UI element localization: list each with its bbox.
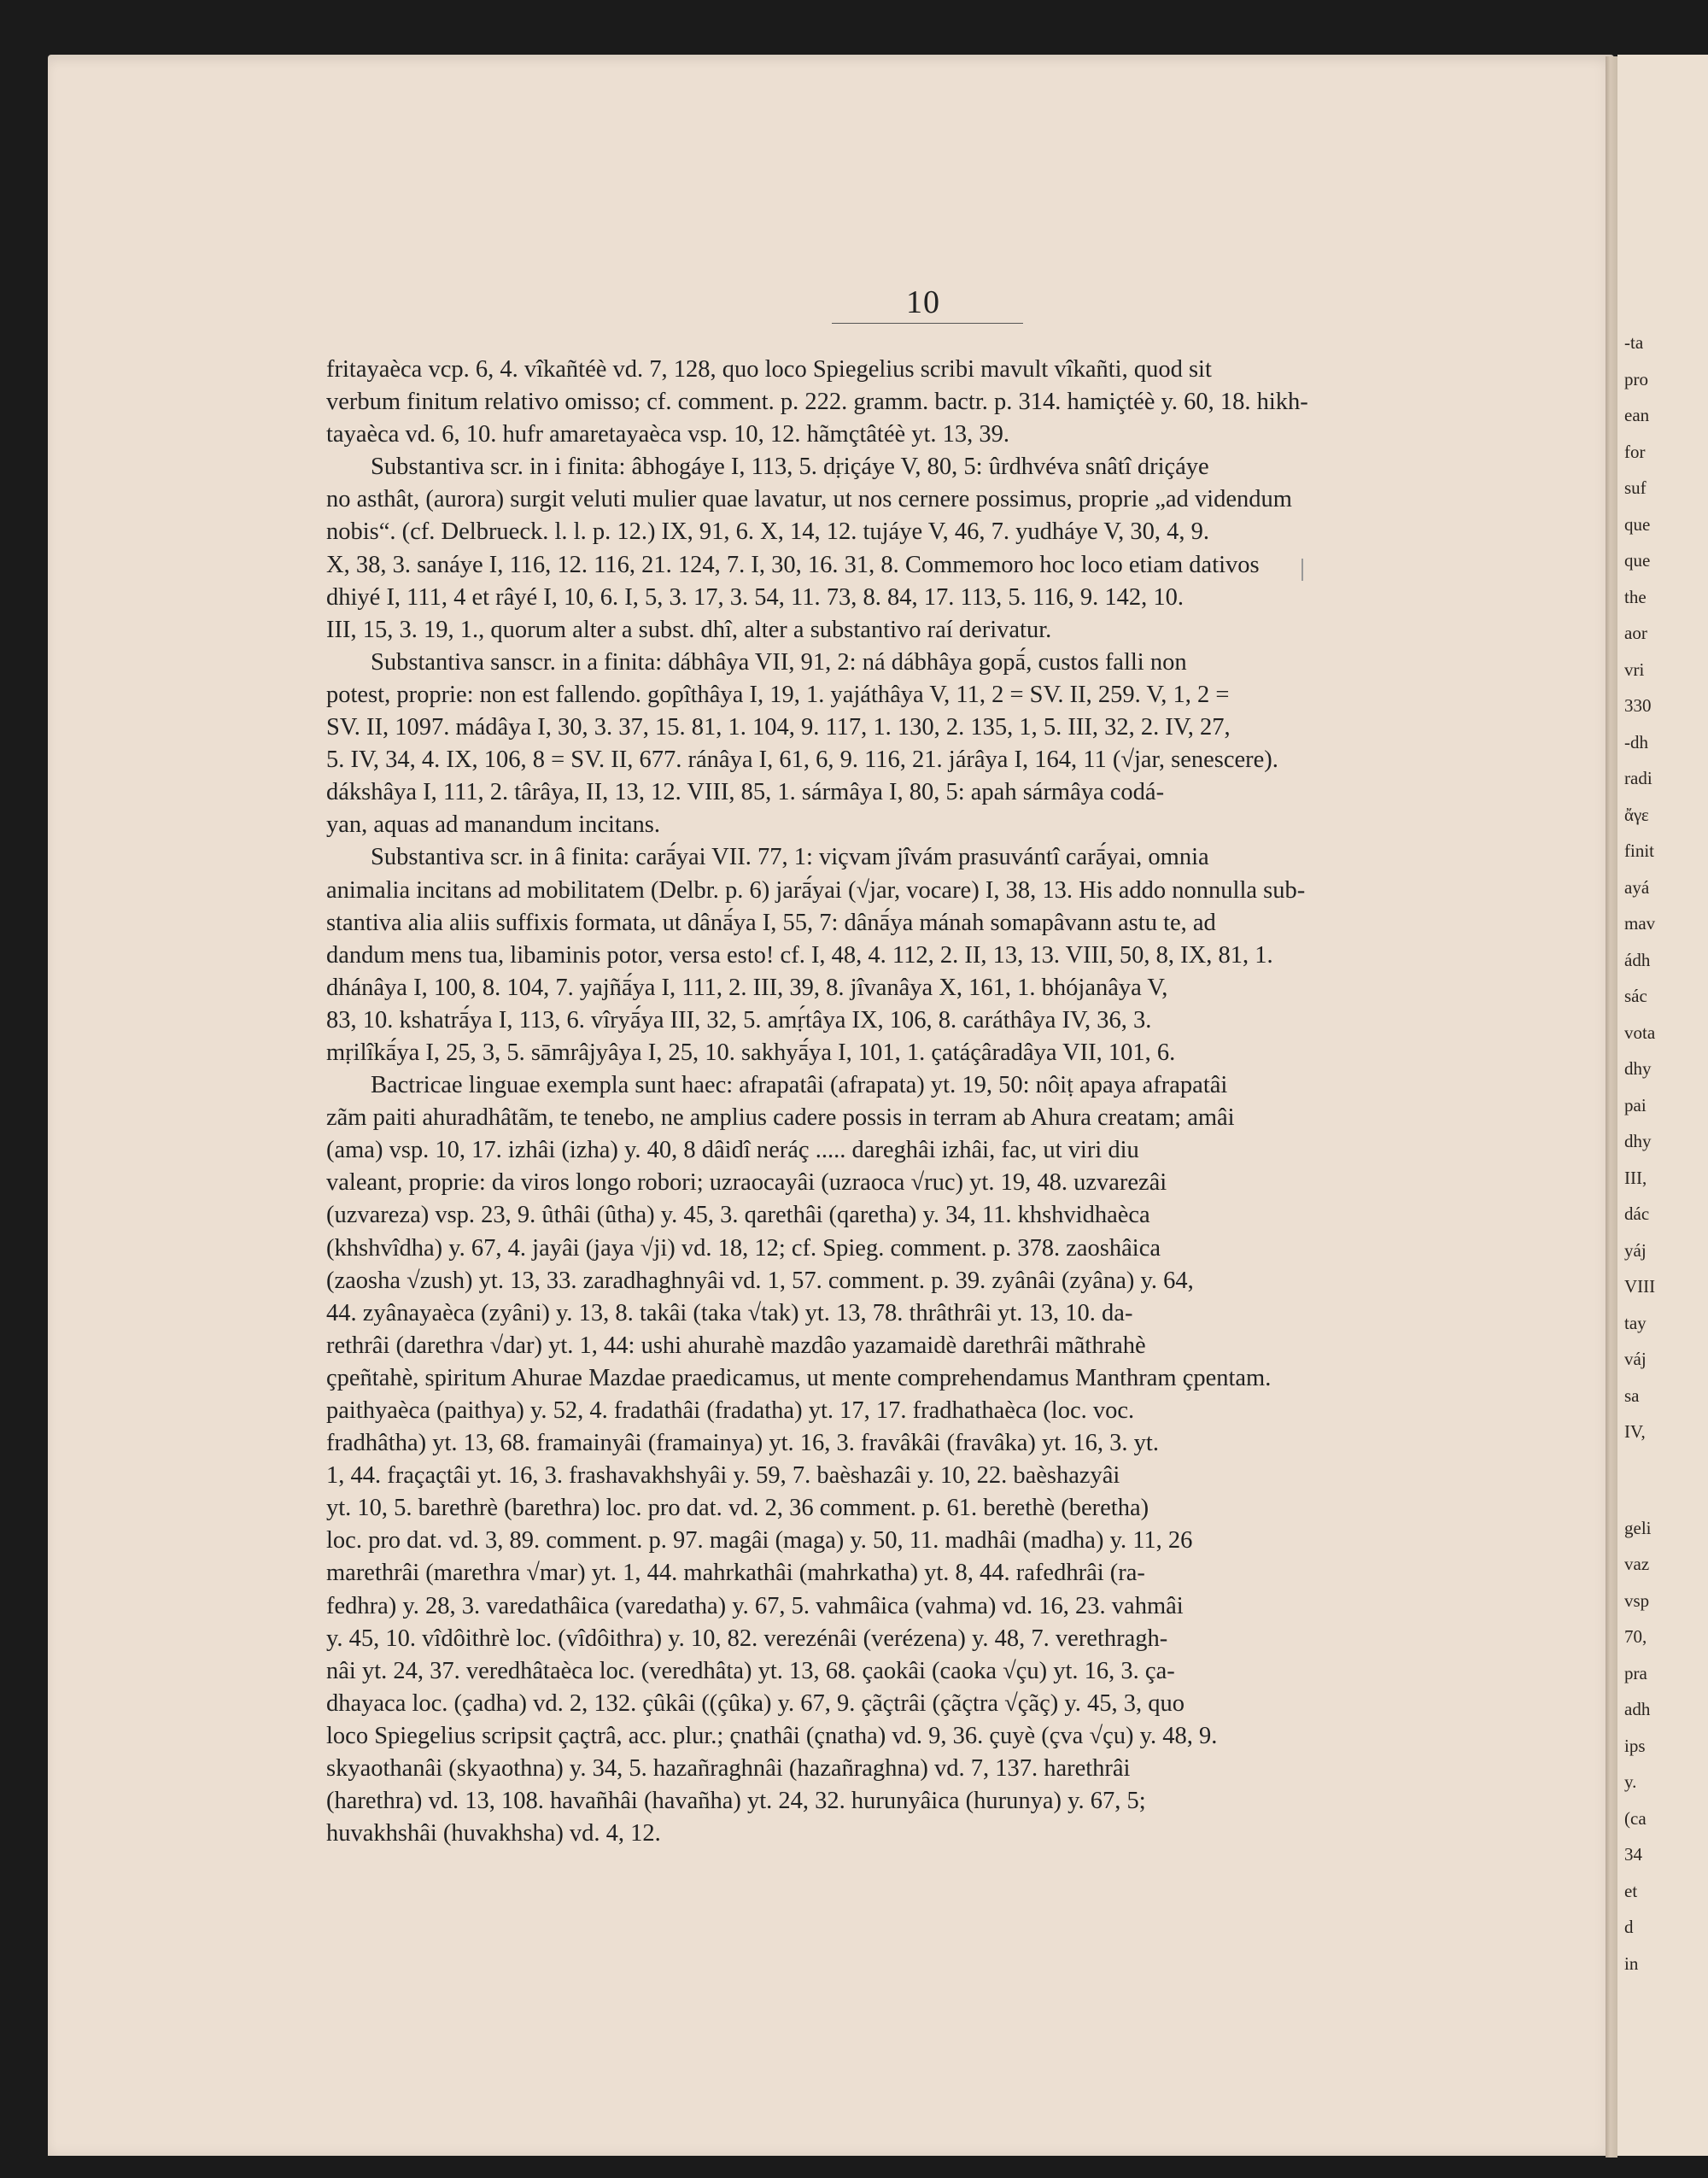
paragraph: Substantiva scr. in â finita: carā́yai VII. 77, 1: viçvam jîvám prasuvántî carā́yai, omnia animalia incitans ad mobilitatem (Delbr. p. 6) jarā́yai (√jar, vocare) I, 38, 13. His addo nonnulla sub- stantiva alia aliis suffixis formata, ut dânā́ya I, 55, 7: dânā́ya mánah somapâvann astu te, ad dandum mens tua, libaminis potor, versa esto! cf. I, 48, 4. 112, 2. II, 13, 13. VIII, 50, 8, IX, 81, 1. dhánâya I, 100, 8. 104, 7. yajñā́ya I, 111, 2. III, 39, 8. jîvanâya X, 161, 1. bhójanâya V, 83, 10. kshatrā́ya I, 113, 6. vîryā́ya III, 32, 5. amṛ́tâya IX, 106, 8. caráthâya IV, 36, 3. mṛilîkā́ya I, 25, 3, 5. sāmrâjyâya I, 25, 10. sakhyā́ya I, 101, 1. çatáçâradâya VII, 101, 6. <box>326 844 1306 1066</box>
facing-page-fragment: finit <box>1624 840 1654 861</box>
facing-page-fragment: pai <box>1624 1094 1647 1115</box>
facing-page-fragment: dác <box>1624 1203 1650 1224</box>
facing-page-fragment: ἄγε <box>1624 804 1649 825</box>
facing-page-fragment: for <box>1624 441 1646 462</box>
facing-page-fragment: (ca <box>1624 1807 1647 1829</box>
facing-page-fragment: y. <box>1624 1771 1637 1792</box>
facing-page-fragment: the <box>1624 586 1647 607</box>
facing-page-fragment: dhy <box>1624 1131 1652 1151</box>
facing-page-fragment: vsp <box>1624 1590 1650 1611</box>
facing-page-fragment: que <box>1624 513 1651 535</box>
facing-page-fragment: suf <box>1624 477 1647 498</box>
facing-page-fragment: geli <box>1624 1517 1652 1538</box>
facing-page-fragment: IV, <box>1624 1421 1646 1442</box>
page-number: 10 <box>906 284 940 320</box>
facing-page-fragment: III, <box>1624 1167 1647 1188</box>
facing-page-fragment: d <box>1624 1917 1634 1937</box>
facing-page-fragment: -ta <box>1624 332 1644 353</box>
facing-page-fragment: yáj <box>1624 1239 1647 1261</box>
body-text <box>326 354 1542 1850</box>
facing-page-fragment: 330 <box>1624 695 1652 716</box>
facing-page-fragment: vaz <box>1624 1554 1650 1574</box>
facing-page-fragment: pra <box>1624 1662 1647 1683</box>
paragraph: Substantiva scr. in i finita: âbhogáye I, 113, 5. dṛiçáye V, 80, 5: ûrdhvéva snâtî driçáye no asthât, (aurora) surgit veluti mulier quae lavatur, ut nos cernere possimus, proprie „ad videndum nobis“. (cf. Delbrueck. l. l. p. 12.) IX, 91, 6. X, 14, 12. tujáye V, 46, 7. yudháye V, 30, 4, 9. X, 38, 3. sanáye I, 116, 12. 116, 21. 124, 7. I, 30, 16. 31, 8. Commemoro hoc loco etiam dativos dhiyé I, 111, 4 et râyé I, 10, 6. I, 5, 3. 17, 3. 54, 11. 73, 8. 84, 17. 113, 5. 116, 9. 142, 10. III, 15, 3. 19, 1., quorum alter a subst. dhî, alter a substantivo raí derivatur. <box>326 454 1292 643</box>
paragraph: Bactricae linguae exempla sunt haec: afrapatâi (afrapata) yt. 19, 50: nôiṭ apaya afrapatâi zãm paiti ahuradhâtãm, te tenebo, ne amplius cadere possis in terram ab Ahura creatam; amâi (ama) vsp. 10, 17. izhâi (izha) y. 40, 8 dâidî neráç ..... dareghâi izhâi, fac, ut viri diu valeant, proprie: da viros longo robori; uzraocayâi (uzraoca √ruc) yt. 19, 48. uzvarezâi (uzvareza) vsp. 23, 9. ûthâi (ûtha) y. 45, 3. qarethâi (qaretha) y. 34, 11. khshvidhaèca (khshvîdha) y. 67, 4. jayâi (jaya √ji) vd. 18, 12; cf. Spieg. comment. p. 378. zaoshâica (zaosha √zush) yt. 13, 33. zaradhaghnyâi vd. 1, 57. comment. p. 39. zyânâi (zyâna) y. 64, 44. zyânayaèca (zyâni) y. 13, 8. takâi (taka √tak) yt. 13, 78. thrâthrâi yt. 13, 10. da- rethrâi (darethra √dar) yt. 1, 44: ushi ahurahè mazdâo yazamaidè darethrâi mãthrahè çpeñtahè, spiritum Ahurae Mazdae praedicamus, ut mente comprehendamus Manthram çpentam. paithyaèca (paithya) y. 52, 4. fradathâi (fradatha) yt. 17, 17. fradhathaèca (loc. voc. fradhâtha) yt. 13, 68. framainyâi (framainya) yt. 16, 3. fravâkâi (fravâka) yt. 16, 3. yt. 1, 44. fraçaçtâi yt. 16, 3. frashavakhshyâi y. 59, 7. baèshazâi y. 10, 22. baèshazyâi yt. 10, 5. barethrè (barethra) loc. pro dat. vd. 2, 36 comment. p. 61. berethè (beretha) loc. pro dat. vd. 3, 89. comment. p. 97. magâi (maga) y. 50, 11. madhâi (madha) y. 11, 26 marethrâi (marethra √mar) yt. 1, 44. mahrkathâi (mahrkatha) yt. 8, 44. rafedhrâi (ra- fedhra) y. 28, 3. varedathâica (varedatha) y. 67, 5. vahmâica (vahma) vd. 16, 23. vahmâi y. 45, 10. vîdôithrè loc. (vîdôithra) y. 10, 82. verezénâi (verézena) y. 48, 7. verethragh- nâi yt. 24, 37. veredhâtaèca loc. (veredhâta) yt. 13, 68. çaokâi (caoka √çu) yt. 16, 3. ça- dhayaca loc. (çadha) vd. 2, 132. çûkâi ((çûka) y. 67, 9. çãçtrâi (çãçtra √çãç) y. 45, 3, quo loco Spiegelius scripsit çaçtrâ, acc. plur.; çnathâi (çnatha) vd. 9, 36. çuyè (çva √çu) y. 48, 9. skyaothanâi (skyaothna) y. 34, 5. hazañraghnâi (hazañraghna) vd. 7, 137. harethrâi (harethra) vd. 13, 108. havañhâi (havañha) yt. 24, 32. hurunyâica (hurunya) y. 67, 5; huvakhshâi (huvakhsha) vd. 4, 12. <box>326 1072 1272 1847</box>
facing-page-fragment: radi <box>1624 768 1652 788</box>
facing-page-fragment: ips <box>1624 1735 1646 1756</box>
facing-page-fragment: ean <box>1624 405 1650 425</box>
paragraph: Substantiva sanscr. in a finita: dábhâya VII, 91, 2: ná dábhâya gopā́, custos falli non potest, proprie: non est fallendo. gopîthâya I, 19, 1. yajáthâya V, 11, 2 = SV. II, 259. V, 1, 2 = SV. II, 1097. mádâya I, 30, 3. 37, 15. 81, 1. 104, 9. 117, 1. 130, 2. 135, 1, 5. III, 32, 2. IV, 27, 5. IV, 34, 4. IX, 106, 8 = SV. II, 677. ránâya I, 61, 6, 9. 116, 21. járâya I, 164, 11 (√jar, senescere). dákshâya I, 111, 2. târâya, II, 13, 12. VIII, 85, 1. sármâya I, 80, 5: apah sármâya codá- yan, aquas ad manandum incitans. <box>326 648 1278 839</box>
facing-page-fragment: -dh <box>1624 731 1648 752</box>
facing-page-edge <box>1617 55 1708 2156</box>
facing-page-fragment: in <box>1624 1953 1639 1974</box>
facing-page-fragment: pro <box>1624 368 1648 389</box>
facing-page-fragment: 34 <box>1624 1844 1642 1865</box>
facing-page-fragment: VIII <box>1624 1276 1656 1297</box>
facing-page-fragment: dhy <box>1624 1058 1652 1079</box>
facing-page-fragment: sa <box>1624 1385 1640 1406</box>
facing-page-fragment: que <box>1624 550 1651 571</box>
facing-page-fragment: váj <box>1624 1349 1647 1369</box>
facing-page-fragment: vota <box>1624 1022 1656 1043</box>
header-rule <box>832 323 1023 324</box>
facing-page-fragment: aor <box>1624 623 1647 643</box>
book-gutter <box>1606 56 1617 2158</box>
facing-page-fragment: ádh <box>1624 949 1651 970</box>
facing-page-fragment: 70, <box>1624 1626 1647 1647</box>
facing-page-fragment: tay <box>1624 1312 1647 1333</box>
facing-page-fragment: et <box>1624 1880 1638 1901</box>
facing-page-fragment: adh <box>1624 1699 1651 1719</box>
facing-page-fragment: ayá <box>1624 876 1650 898</box>
document-page <box>48 55 1614 2156</box>
facing-page-fragment: mav <box>1624 913 1656 934</box>
facing-page-fragment: vri <box>1624 659 1645 680</box>
paragraph: fritayaèca vcp. 6, 4. vîkañtéè vd. 7, 128, quo loco Spiegelius scribi mavult vîkañti, quod sit verbum finitum relativo omisso; cf. comment. p. 222. gramm. bactr. p. 314. hamiçtéè y. 60, 18. hikh- tayaèca vd. 6, 10. hufr amaretayaèca vsp. 10, 12. hãmçtâtéè yt. 13, 39. <box>326 356 1308 448</box>
facing-page-fragment: sác <box>1624 986 1647 1006</box>
